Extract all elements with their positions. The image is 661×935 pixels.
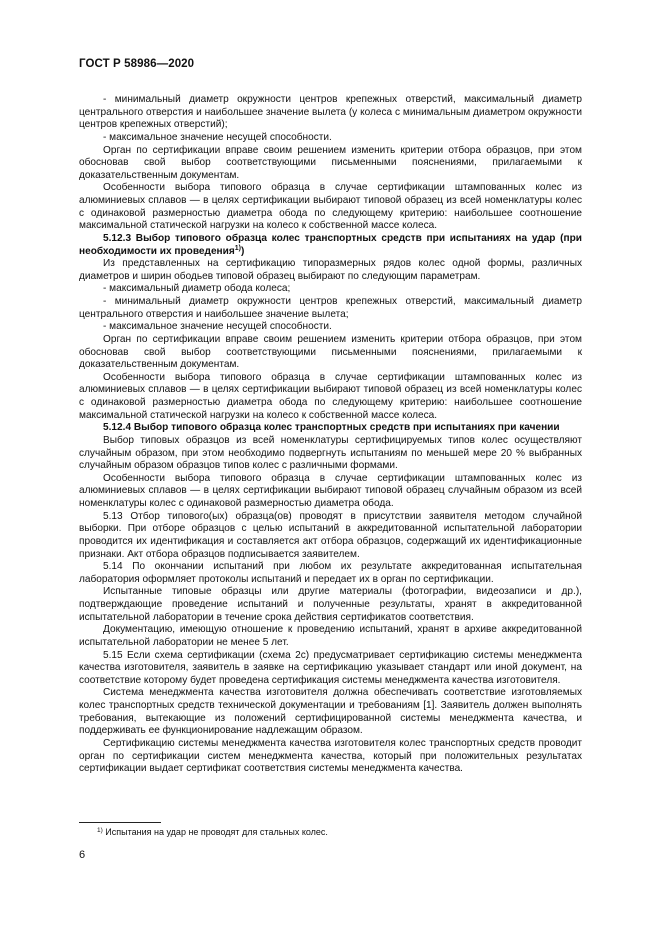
paragraph-5-13: 5.13 Отбор типового(ых) образца(ов) проводят в присутствии заявителя методом случайной выборки. При отборе образцов с целью испытаний в аккредитованной испытательной лаборатории проводится их идентификация и составляется акт отбора образцов, содержащий их идентификационные признаки. Акт отбора образцов подписывается заявителем. <box>79 510 582 560</box>
footnote-ref: 1) <box>234 244 241 252</box>
paragraph: Особенности выбора типового образца в случае сертификации штампованных колес из алюминиевых сплавов — в целях сертификации выбирают типовой образец из всей номенклатуры колес с одинаковой размерностью диаметра обода по следующему критерию: наибольшее соотношение максимальной статической нагрузки на колесо к собственной массе колеса. <box>79 371 582 421</box>
list-item: - максимальное значение несущей способности. <box>103 321 332 333</box>
paragraph: Система менеджмента качества изготовителя должна обеспечивать соответствие изготовляемых колес транспортных средств технической документации и требованиям [1]. Заявитель должен выполнять требования, вытекающие из положений сертифицированной системы менеджмента качества, и поддерживать ее функционирование надлежащим образом. <box>79 687 582 737</box>
paragraph: Документацию, имеющую отношение к проведению испытаний, хранят в архиве аккредитованной испытательной лаборатории не менее 5 лет. <box>79 624 582 648</box>
list-item: - минимальный диаметр окружности центров крепежных отверстий, максимальный диаметр центрального отверстия и наибольшее значение вылета (у колеса с минимальным диаметром окружности центров крепежных отверстий); <box>79 94 582 131</box>
paragraph-5-14: 5.14 По окончании испытаний при любом их результате аккредитованная испытательная лаборатория оформляет протоколы испытаний и передает их в орган по сертификации. <box>79 561 582 585</box>
paragraph: Орган по сертификации вправе своим решением изменить критерии отбора образцов, при этом обосновав свой выбор соответствующими письменными пояснениями, прилагаемыми к доказательственным документам. <box>79 144 582 181</box>
list-item: - максимальное значение несущей способности. <box>103 131 332 143</box>
list-item: - максимальный диаметр обода колеса; <box>103 283 291 295</box>
paragraph: Из представленных на сертификацию типоразмерных рядов колес одной формы, различных диаметров и ширин ободьев типовой образец выбирают по следующим параметрам. <box>79 258 582 282</box>
footnote <box>97 827 328 838</box>
page-number: 6 <box>79 849 86 861</box>
paragraph: Орган по сертификации вправе своим решением изменить критерии отбора образцов, при этом обосновав свой выбор соответствующими письменными пояснениями, прилагаемыми к доказательственным документам. <box>79 333 582 371</box>
paragraph: Особенности выбора типового образца в случае сертификации штампованных колес из алюминиевых сплавов — в целях сертификации выбирают типовой образец случайным образом из всей номенклатуры колес с одинаковой размерностью диаметра обода. <box>79 472 582 509</box>
paragraph: Сертификацию системы менеджмента качества изготовителя колес транспортных средств проводит орган по сертификации систем менеджмента качества, который при положительных результатах сертификации выдает сертификат соответствия системы менеджмента качества. <box>79 737 582 775</box>
section-heading-5-12-3 <box>79 233 582 258</box>
paragraph: Испытанные типовые образцы или другие материалы (фотографии, видеозаписи и др.), подтверждающие проведение испытаний и полученные результаты, хранят в аккредитованной испытательной лаборатории в течение срока действия сертификатов соответствия. <box>79 586 582 623</box>
footnote-marker: 1) <box>97 827 103 834</box>
section-heading-close: ) <box>240 245 245 257</box>
footnote-text: Испытания на удар не проводят для стальных колес. <box>105 827 328 837</box>
paragraph-5-15: 5.15 Если схема сертификации (схема 2с) предусматривает сертификацию системы менеджмента качества изготовителя, заявитель в заявке на сертификацию указывает стандарт или иной документ, на соответствие которому будет проведена сертификация системы менеджмента качества изготовителя. <box>79 649 582 686</box>
paragraph: Выбор типовых образцов из всей номенклатуры сертифицируемых типов колес осуществляют случайным образом, при этом необходимо подвергнуть испытаниям по меньшей мере 20 % выбранных случайным образом образцов типов колес с различными формами. <box>79 434 582 472</box>
footnote-divider <box>79 822 161 823</box>
list-item: - минимальный диаметр окружности центров крепежных отверстий, максимальный диаметр центрального отверстия и наибольшее значение вылета; <box>79 296 582 320</box>
section-heading-5-12-4: 5.12.4 Выбор типового образца колес транспортных средств при испытаниях при качении <box>103 422 560 434</box>
document-header: ГОСТ Р 58986—2020 <box>79 58 195 70</box>
section-heading-text: 5.12.3 Выбор типового образца колес транспортных средств при испытаниях на удар (при необходимости их проведения <box>79 232 582 257</box>
paragraph: Особенности выбора типового образца в случае сертификации штампованных колес из алюминиевых сплавов — в целях сертификации выбирают типовой образец из всей номенклатуры колес с одинаковой размерностью диаметра обода по следующему критерию: наибольшее соотношение максимальной статической нагрузки на колесо к собственной массе колеса. <box>79 182 582 232</box>
document-body <box>79 94 582 776</box>
